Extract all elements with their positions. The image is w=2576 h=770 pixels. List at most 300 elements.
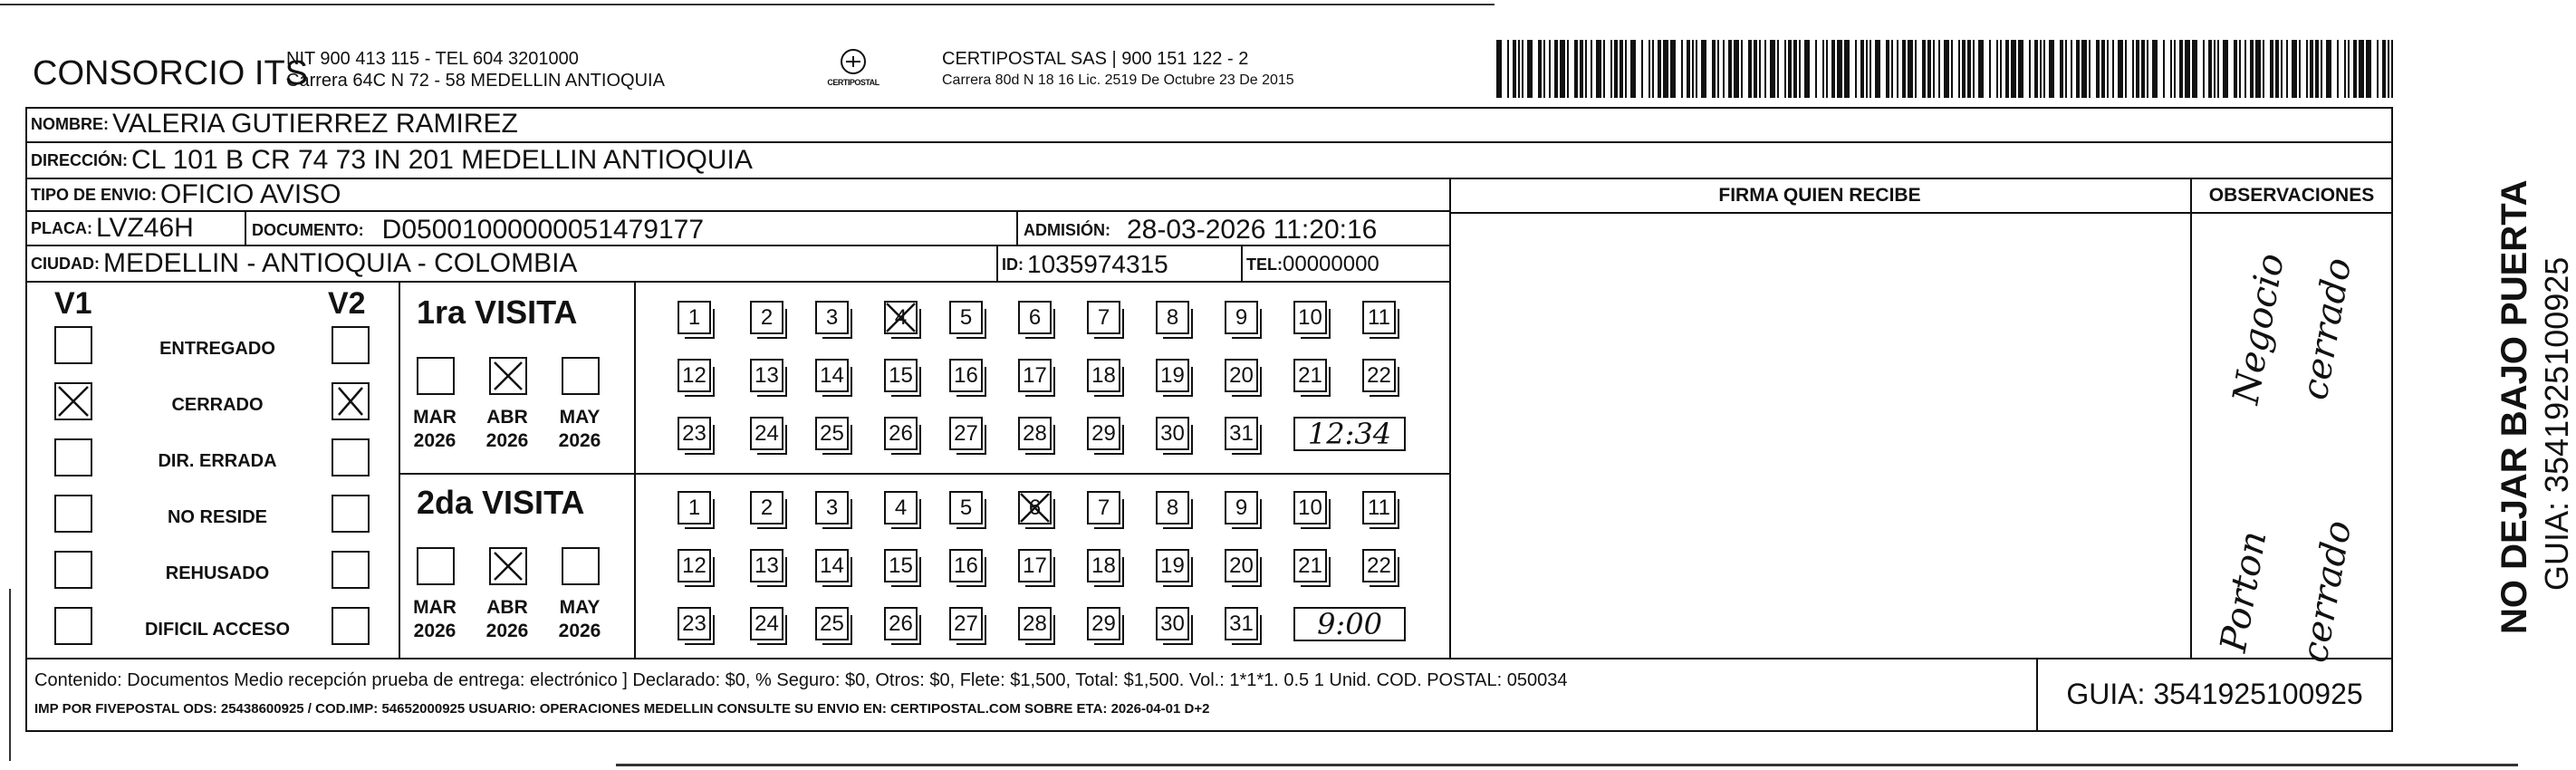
ciudad-label: CIUDAD: xyxy=(31,254,100,273)
day-box[interactable]: 7 xyxy=(1087,491,1120,525)
barcode-bar xyxy=(2096,40,2100,98)
v2-checkbox[interactable] xyxy=(332,326,370,364)
day-box[interactable]: 29 xyxy=(1087,417,1120,450)
v1-header: V1 xyxy=(54,286,92,321)
month-checkbox[interactable] xyxy=(489,357,527,395)
barcode-bar xyxy=(1855,40,1857,98)
barcode-bar xyxy=(2377,40,2379,98)
nombre-label: NOMBRE: xyxy=(31,114,109,133)
side-warning: NO DEJAR BAJO PUERTA xyxy=(2494,179,2534,634)
day-box[interactable]: 4 xyxy=(884,491,918,525)
day-number: 6 xyxy=(1028,495,1042,520)
obs-handwriting-word: Negocio xyxy=(2225,250,2293,408)
barcode-bar xyxy=(1538,40,1542,98)
month-year: 2026 xyxy=(485,621,529,641)
barcode-bar xyxy=(1844,40,1850,98)
day-box[interactable]: 14 xyxy=(815,359,849,392)
barcode-bar xyxy=(2136,40,2139,98)
day-box[interactable]: 28 xyxy=(1018,417,1052,450)
barcode-bar xyxy=(1962,40,1966,98)
barcode-bar xyxy=(2125,40,2127,98)
barcode-bar xyxy=(1978,40,1984,98)
tel-divider xyxy=(1241,246,1243,283)
day-box[interactable]: 18 xyxy=(1087,549,1120,582)
day-box[interactable]: 30 xyxy=(1156,607,1189,640)
barcode-bar xyxy=(1701,40,1706,98)
barcode-bar xyxy=(1734,40,1739,98)
barcode-bar xyxy=(1837,40,1842,98)
barcode-bar xyxy=(1958,40,1960,98)
barcode-bar xyxy=(2118,40,2123,98)
obs-handwriting-word: cerrado xyxy=(2293,255,2360,403)
barcode-bar xyxy=(2239,40,2241,98)
barcode-bar xyxy=(1759,40,1761,98)
barcode-bar xyxy=(1603,40,1605,98)
barcode-bar xyxy=(2147,40,2148,98)
status-option-label: DIR. ERRADA xyxy=(158,451,277,471)
v1-checkbox[interactable] xyxy=(54,438,92,476)
barcode-bar xyxy=(1507,40,1509,98)
day-box[interactable]: 27 xyxy=(949,607,983,640)
barcode-bar xyxy=(1860,40,1864,98)
v1-checkbox[interactable] xyxy=(54,326,92,364)
barcode-bar xyxy=(1891,40,1893,98)
day-box[interactable]: 11 xyxy=(1362,491,1396,525)
obs-handwriting-upper xyxy=(2201,226,2382,408)
barcode-bar xyxy=(2348,40,2350,98)
barcode-bar xyxy=(2315,40,2319,98)
v1-checkbox[interactable] xyxy=(54,551,92,589)
barcode-bar xyxy=(2223,40,2228,98)
day-box[interactable]: 9 xyxy=(1225,491,1258,525)
barcode-bar xyxy=(2388,40,2389,98)
barcode xyxy=(1495,40,2400,98)
nombre-value: VALERIA GUTIERREZ RAMIREZ xyxy=(112,109,518,139)
barcode-bar xyxy=(1799,40,1801,98)
barcode-bar xyxy=(2141,40,2145,98)
day-box[interactable]: 11 xyxy=(1362,301,1396,334)
barcode-bar xyxy=(2040,40,2042,98)
day-box[interactable]: 24 xyxy=(750,417,783,450)
barcode-bar xyxy=(2214,40,2216,98)
barcode-bar xyxy=(2292,40,2297,98)
barcode-bar xyxy=(2203,40,2205,98)
barcode-bar xyxy=(1728,40,1732,98)
carrier-name: CERTIPOSTAL SAS | 900 151 122 - 2 xyxy=(942,49,1249,69)
side-guia: GUIA: 3541925100925 xyxy=(2538,256,2575,591)
obs-handwriting-word: Porton xyxy=(2212,527,2275,656)
day-box[interactable] xyxy=(884,301,918,334)
v2-checkbox[interactable] xyxy=(332,382,370,420)
barcode-bar xyxy=(2208,40,2212,98)
day-box[interactable]: 2 xyxy=(750,301,783,334)
barcode-bar xyxy=(2244,40,2246,98)
barcode-bar xyxy=(1614,40,1618,98)
certipostal-logo xyxy=(826,45,880,96)
row-direccion xyxy=(25,143,2393,179)
barcode-bar xyxy=(1815,40,1817,98)
v2-checkbox[interactable] xyxy=(332,607,370,645)
barcode-bar xyxy=(2337,40,2339,98)
barcode-bar xyxy=(2029,40,2031,98)
barcode-bar xyxy=(2163,40,2165,98)
day-box[interactable]: 31 xyxy=(1225,607,1258,640)
company-address: Carrera 64C N 72 - 58 MEDELLIN ANTIOQUIA xyxy=(286,71,665,91)
day-box[interactable]: 6 xyxy=(1018,301,1052,334)
day-box[interactable]: 1 xyxy=(678,491,711,525)
carrier-address: Carrera 80d N 18 16 Lic. 2519 De Octubre 23 De 2015 xyxy=(942,72,1294,88)
barcode-bar xyxy=(2170,40,2172,98)
barcode-bar xyxy=(1826,40,1828,98)
month-year: 2026 xyxy=(558,430,601,451)
day-box[interactable]: 3 xyxy=(815,491,849,525)
barcode-bar xyxy=(2366,40,2371,98)
barcode-bar xyxy=(1648,40,1650,98)
day-number: 4 xyxy=(894,304,908,330)
day-box[interactable]: 17 xyxy=(1018,549,1052,582)
visit-time-box[interactable]: 9:00 xyxy=(1293,607,1406,641)
barcode-bar xyxy=(1549,40,1551,98)
day-box[interactable]: 17 xyxy=(1018,359,1052,392)
day-box[interactable]: 3 xyxy=(815,301,849,334)
barcode-bar xyxy=(2299,40,2301,98)
barcode-bar xyxy=(1973,40,1975,98)
day-box[interactable]: 22 xyxy=(1362,549,1396,582)
month-name: ABR xyxy=(486,407,528,428)
barcode-bar xyxy=(1897,40,1898,98)
barcode-bar xyxy=(1560,40,1565,98)
day-box[interactable]: 20 xyxy=(1225,359,1258,392)
barcode-bar xyxy=(2174,40,2176,98)
day-box[interactable]: 19 xyxy=(1156,549,1189,582)
row-nombre xyxy=(25,107,2393,143)
day-box[interactable]: 14 xyxy=(815,549,849,582)
day-box[interactable]: 30 xyxy=(1156,417,1189,450)
tipo-label: TIPO DE ENVIO: xyxy=(31,185,158,204)
barcode-bar xyxy=(2391,40,2393,98)
barcode-bar xyxy=(1875,40,1880,98)
barcode-bar xyxy=(1777,40,1779,98)
barcode-bar xyxy=(1663,40,1668,98)
placa-divider xyxy=(245,212,246,246)
barcode-bar xyxy=(1804,40,1810,98)
day-box[interactable]: 27 xyxy=(949,417,983,450)
admision-divider xyxy=(1016,212,1018,246)
day-box[interactable]: 5 xyxy=(949,491,983,525)
admision-cell xyxy=(1024,214,1377,246)
visit-time-box[interactable]: 12:34 xyxy=(1293,417,1406,451)
v1-checkbox[interactable] xyxy=(54,382,92,420)
barcode-bar xyxy=(1927,40,1931,98)
barcode-bar xyxy=(2132,40,2134,98)
day-box[interactable]: 12 xyxy=(678,549,711,582)
barcode-bar xyxy=(2000,40,2002,98)
day-box[interactable]: 13 xyxy=(750,549,783,582)
barcode-bar xyxy=(1831,40,1835,98)
v2-checkbox[interactable] xyxy=(332,551,370,589)
barcode-bar xyxy=(1951,40,1953,98)
documento-label: DOCUMENTO: xyxy=(252,220,364,239)
day-box[interactable]: 21 xyxy=(1293,359,1327,392)
barcode-bar xyxy=(1692,40,1694,98)
visit-title: 1ra VISITA xyxy=(417,294,578,331)
row-ciudad xyxy=(25,246,1451,283)
barcode-bar xyxy=(1696,40,1697,98)
visit-title: 2da VISITA xyxy=(417,484,585,521)
company-nit: NIT 900 413 115 - TEL 604 3201000 xyxy=(286,49,579,69)
barcode-bar xyxy=(2185,40,2190,98)
footer-imp: IMP POR FIVEPOSTAL ODS: 25438600925 / COD.IMP: 54652000925 USUARIO: OPERACIONES MEDELLIN CONSULTE SU ENVIO EN: CERTIPOSTAL.COM SOBRE ETA: 2026-04-01 D+2 xyxy=(34,701,1210,717)
day-box[interactable]: 19 xyxy=(1156,359,1189,392)
barcode-bar xyxy=(2049,40,2054,98)
barcode-bar xyxy=(1687,40,1690,98)
day-box[interactable]: 8 xyxy=(1156,491,1189,525)
barcode-bar xyxy=(2217,40,2219,98)
admision-value: 28-03-2026 11:20:16 xyxy=(1127,215,1378,245)
barcode-bar xyxy=(2281,40,2283,98)
barcode-bar xyxy=(1741,40,1743,98)
obs-handwriting-lower xyxy=(2201,489,2382,670)
barcode-bar xyxy=(1886,40,1889,98)
barcode-bar xyxy=(1518,40,1520,98)
bottom-rule xyxy=(616,764,2518,766)
barcode-bar xyxy=(1754,40,1757,98)
column-divider-signature xyxy=(1449,179,1451,658)
barcode-bar xyxy=(2255,40,2261,98)
day-box[interactable]: 12 xyxy=(678,359,711,392)
barcode-bar xyxy=(2359,40,2364,98)
id-label: ID: xyxy=(1002,255,1024,274)
month-name: MAR xyxy=(413,407,457,428)
barcode-bar xyxy=(2112,40,2114,98)
barcode-bar xyxy=(2071,40,2072,98)
v2-checkbox[interactable] xyxy=(332,438,370,476)
barcode-bar xyxy=(1944,40,1949,98)
barcode-bar xyxy=(2076,40,2080,98)
footer-content: Contenido: Documentos Medio recepción prueba de entrega: electrónico ] Declarado: $0, % Seguro: $0, Otros: $0, Flete: $1,500, Total: $1,500. Vol.: 1*1*1. 0.5 1 Unid. COD. POSTAL: 050034 xyxy=(34,670,1568,690)
day-box[interactable]: 23 xyxy=(678,607,711,640)
placa-label: PLACA: xyxy=(31,218,92,237)
barcode-bar xyxy=(2089,40,2091,98)
day-box[interactable]: 7 xyxy=(1087,301,1120,334)
day-box[interactable]: 22 xyxy=(1362,359,1396,392)
barcode-bar xyxy=(1513,40,1516,98)
tel-label: TEL: xyxy=(1246,255,1283,274)
barcode-bar xyxy=(1567,40,1569,98)
barcode-bar xyxy=(2326,40,2331,98)
status-option-label: REHUSADO xyxy=(165,563,270,583)
tel-value: 00000000 xyxy=(1283,252,1379,276)
month-name: MAY xyxy=(559,407,601,428)
barcode-bar xyxy=(1933,40,1935,98)
barcode-bar xyxy=(1580,40,1583,98)
barcode-bar xyxy=(2321,40,2322,98)
day-box[interactable]: 10 xyxy=(1293,301,1327,334)
tipo-value: OFICIO AVISO xyxy=(160,179,341,209)
v1-checkbox[interactable] xyxy=(54,607,92,645)
obs-handwriting-word: cerrado xyxy=(2293,517,2360,666)
barcode-bar xyxy=(1989,40,1991,98)
day-box[interactable]: 15 xyxy=(884,549,918,582)
day-box[interactable]: 21 xyxy=(1293,549,1327,582)
day-box[interactable]: 1 xyxy=(678,301,711,334)
barcode-bar xyxy=(2344,40,2346,98)
day-box[interactable]: 26 xyxy=(884,607,918,640)
barcode-bar xyxy=(2275,40,2279,98)
admision-label: ADMISIÓN: xyxy=(1024,220,1110,239)
direccion-value: CL 101 B CR 74 73 IN 201 MEDELLIN ANTIOQUIA xyxy=(131,145,753,175)
barcode-bar xyxy=(1527,40,1533,98)
day-box[interactable]: 9 xyxy=(1225,301,1258,334)
months-divider xyxy=(634,283,636,658)
barcode-bar xyxy=(2018,40,2023,98)
barcode-bar xyxy=(1670,40,1676,98)
barcode-bar xyxy=(1938,40,1940,98)
id-value: 1035974315 xyxy=(1027,250,1168,278)
barcode-bar xyxy=(2270,40,2273,98)
barcode-bar xyxy=(1764,40,1766,98)
ciudad-value: MEDELLIN - ANTIOQUIA - COLOMBIA xyxy=(103,248,578,278)
column-divider-observations xyxy=(2190,179,2192,658)
barcode-bar xyxy=(1793,40,1797,98)
day-box[interactable]: 5 xyxy=(949,301,983,334)
barcode-bar xyxy=(1902,40,1906,98)
barcode-bar xyxy=(1652,40,1654,98)
barcode-bar xyxy=(1496,40,1502,98)
day-box[interactable]: 15 xyxy=(884,359,918,392)
day-box[interactable]: 23 xyxy=(678,417,711,450)
month-checkbox[interactable] xyxy=(417,547,455,585)
status-option-label: ENTREGADO xyxy=(159,339,275,359)
month-label xyxy=(478,406,536,453)
month-label xyxy=(478,596,536,643)
barcode-bar xyxy=(2234,40,2237,98)
barcode-bar xyxy=(1922,40,1926,98)
barcode-bar xyxy=(1870,40,1871,98)
barcode-bar xyxy=(2107,40,2109,98)
month-year: 2026 xyxy=(558,621,601,641)
barcode-bar xyxy=(1723,40,1725,98)
day-box[interactable]: 10 xyxy=(1293,491,1327,525)
id-cell xyxy=(1002,248,1168,281)
month-checkbox[interactable] xyxy=(562,547,600,585)
barcode-bar xyxy=(2250,40,2254,98)
v2-header: V2 xyxy=(328,286,366,321)
day-box[interactable]: 25 xyxy=(815,607,849,640)
barcode-bar xyxy=(1770,40,1775,98)
v2-checkbox[interactable] xyxy=(332,495,370,533)
day-box[interactable]: 8 xyxy=(1156,301,1189,334)
barcode-bar xyxy=(1908,40,1913,98)
v1-checkbox[interactable] xyxy=(54,495,92,533)
day-box[interactable]: 28 xyxy=(1018,607,1052,640)
month-checkbox[interactable] xyxy=(562,357,600,395)
barcode-bar xyxy=(2034,40,2038,98)
barcode-bar xyxy=(1822,40,1824,98)
barcode-bar xyxy=(2152,40,2158,98)
day-box[interactable]: 13 xyxy=(750,359,783,392)
barcode-bar xyxy=(2286,40,2288,98)
month-label xyxy=(551,596,609,643)
barcode-bar xyxy=(1610,40,1612,98)
barcode-bar xyxy=(1596,40,1601,98)
left-margin-rule xyxy=(9,589,11,761)
logo-text: CERTIPOSTAL xyxy=(827,78,879,87)
barcode-bar xyxy=(1784,40,1786,98)
barcode-bar xyxy=(2060,40,2063,98)
barcode-bar xyxy=(1591,40,1592,98)
id-divider xyxy=(996,246,998,283)
month-checkbox[interactable] xyxy=(489,547,527,585)
month-year: 2026 xyxy=(485,430,529,451)
barcode-bar xyxy=(2081,40,2087,98)
day-box[interactable]: 16 xyxy=(949,359,983,392)
barcode-bar xyxy=(2011,40,2016,98)
direccion-label: DIRECCIÓN: xyxy=(31,150,128,169)
day-box[interactable]: 25 xyxy=(815,417,849,450)
day-box[interactable]: 20 xyxy=(1225,549,1258,582)
column-header-rule xyxy=(1449,212,2393,214)
day-box[interactable]: 29 xyxy=(1087,607,1120,640)
barcode-bar xyxy=(1625,40,1627,98)
day-box[interactable]: 26 xyxy=(884,417,918,450)
firma-header: FIRMA QUIEN RECIBE xyxy=(1718,185,1921,206)
tel-cell xyxy=(1246,248,1379,281)
barcode-bar xyxy=(1574,40,1578,98)
day-box[interactable]: 18 xyxy=(1087,359,1120,392)
month-label xyxy=(551,406,609,453)
top-rule xyxy=(0,4,1495,5)
barcode-bar xyxy=(1522,40,1523,98)
day-box[interactable]: 2 xyxy=(750,491,783,525)
month-checkbox[interactable] xyxy=(417,357,455,395)
barcode-bar xyxy=(2263,40,2264,98)
barcode-bar xyxy=(1554,40,1558,98)
day-box[interactable] xyxy=(1018,491,1052,525)
month-label xyxy=(406,596,464,643)
barcode-bar xyxy=(2192,40,2197,98)
day-box[interactable]: 24 xyxy=(750,607,783,640)
barcode-bar xyxy=(2310,40,2313,98)
barcode-bar xyxy=(2306,40,2308,98)
barcode-bar xyxy=(1585,40,1587,98)
barcode-bar xyxy=(2043,40,2045,98)
barcode-bar xyxy=(1748,40,1752,98)
row-tipo xyxy=(25,179,1451,212)
month-name: MAR xyxy=(413,597,457,618)
day-box[interactable]: 16 xyxy=(949,549,983,582)
barcode-bar xyxy=(1641,40,1643,98)
status-divider xyxy=(399,283,400,658)
day-box[interactable]: 31 xyxy=(1225,417,1258,450)
barcode-bar xyxy=(2179,40,2183,98)
barcode-bar xyxy=(2065,40,2067,98)
visits-divider xyxy=(399,473,1449,475)
barcode-bar xyxy=(1543,40,1545,98)
status-option-label: CERRADO xyxy=(171,395,264,415)
company-name: CONSORCIO ITS xyxy=(33,54,309,92)
observaciones-header: OBSERVACIONES xyxy=(2208,185,2375,206)
month-name: MAY xyxy=(559,597,601,618)
month-label xyxy=(406,406,464,453)
status-option-label: DIFICIL ACCESO xyxy=(144,620,290,640)
barcode-bar xyxy=(1658,40,1661,98)
month-year: 2026 xyxy=(413,430,457,451)
placa-value: LVZ46H xyxy=(96,213,194,243)
barcode-bar xyxy=(1788,40,1792,98)
barcode-bar xyxy=(1717,40,1719,98)
barcode-bar xyxy=(1620,40,1623,98)
